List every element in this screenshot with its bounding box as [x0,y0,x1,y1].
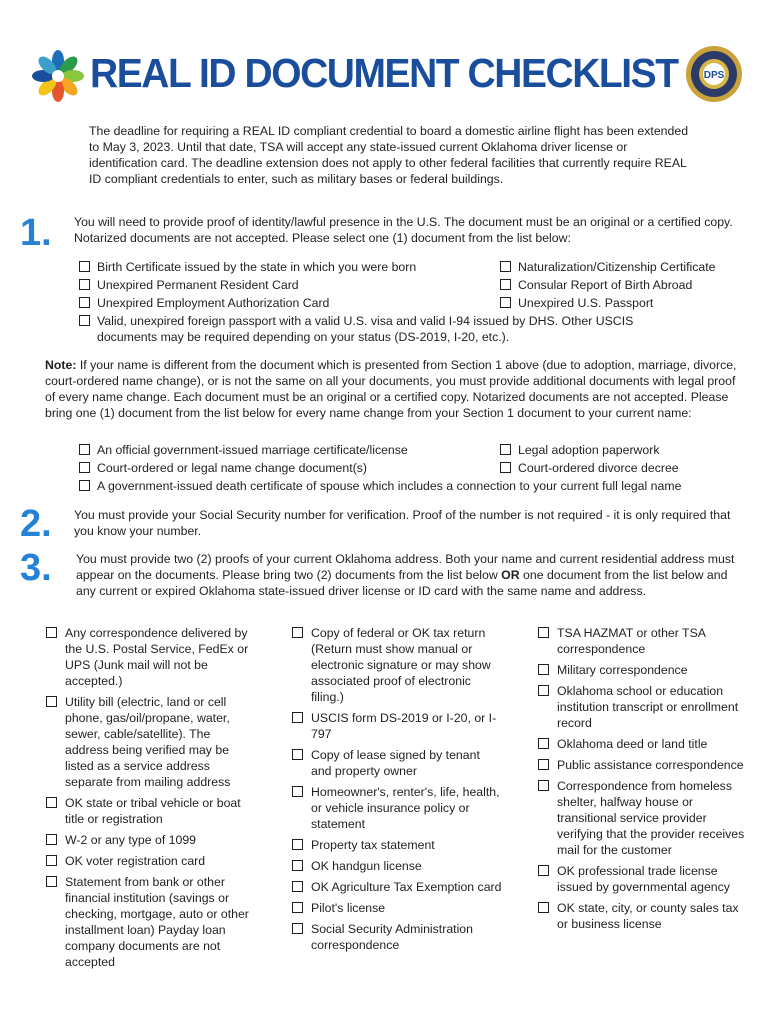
checkbox-deed-land-title[interactable]: Oklahoma deed or land title [538,736,748,752]
checkbox-name-change-document[interactable]: Court-ordered or legal name change document(s) [79,460,499,476]
checkbox-tax-return[interactable]: Copy of federal or OK tax return (Return must show manual or electronic signature or may show associated proof of electronic filing.) [292,625,502,705]
section-3-number: 3. [20,547,52,589]
address-proof-column-1 [46,625,251,975]
checkbox-employment-authorization[interactable]: Unexpired Employment Authorization Card [79,295,499,311]
checkbox-school-transcript[interactable]: Oklahoma school or education institution transcript or enrollment record [538,683,748,731]
section-2-text: You must provide your Social Security number for verification. Proof of the number is not required - it is only required that you know your number. [74,508,731,538]
section-3-text: You must provide two (2) proofs of your current Oklahoma address. Both your name and current residential address must appear on the documents. Please bring two (2) documents from the list below OR one document from the list below and any current or expired Oklahoma state-issued driver license or ID card with the same name and address. [76,552,735,598]
checkbox-sales-tax-license[interactable]: OK state, city, or county sales tax or business license [538,900,748,932]
checkbox-military-correspondence[interactable]: Military correspondence [538,662,748,678]
note-text: If your name is different from the document which is presented from Section 1 above (due to adoption, marriage, divorce, court-ordered name change), or is not the same on all your documents, you must provide additional documents with legal proof of every name change. Each document must be an original or a certified copy. Notarized documents are not accepted. Please bring one (1) document from the list below for every name change from your Section 1 document to your current name: [45,358,737,420]
section-1-text: You will need to provide proof of identity/lawful presence in the U.S. The document must be an original or a certified copy. Notarized documents are not accepted. Please select one (1) document from the list below: [74,215,733,245]
checkbox-birth-certificate[interactable]: Birth Certificate issued by the state in which you were born [79,259,499,275]
checkbox-divorce-decree[interactable]: Court-ordered divorce decree [500,460,750,476]
section-1-number: 1. [20,212,52,254]
oklahoma-star-logo-icon [30,48,86,104]
intro-paragraph: The deadline for requiring a REAL ID compliant credential to board a domestic airline flight has been extended to May 3, 2023. Until that date, TSA will accept any state-issued current Oklahoma driver license or identification card. The deadline extension does not apply to other federal facilities that currently require REAL ID compliant credentials to enter, such as military bases or federal buildings. [89,124,689,186]
checkbox-lease[interactable]: Copy of lease signed by tenant and property owner [292,747,502,779]
checkbox-agriculture-tax-card[interactable]: OK Agriculture Tax Exemption card [292,879,502,895]
checkbox-ssa-correspondence[interactable]: Social Security Administration correspondence [292,921,502,953]
checkbox-consular-report[interactable]: Consular Report of Birth Abroad [500,277,750,293]
checkbox-vehicle-title[interactable]: OK state or tribal vehicle or boat title or registration [46,795,251,827]
checkbox-naturalization-certificate[interactable]: Naturalization/Citizenship Certificate [500,259,750,275]
checkbox-w2-1099[interactable]: W-2 or any type of 1099 [46,832,251,848]
address-proof-column-2 [292,625,502,958]
checkbox-tsa-correspondence[interactable]: TSA HAZMAT or other TSA correspondence [538,625,748,657]
checkbox-postal-correspondence[interactable]: Any correspondence delivered by the U.S. Postal Service, FedEx or UPS (Junk mail will not be accepted.) [46,625,251,689]
checkbox-voter-registration[interactable]: OK voter registration card [46,853,251,869]
checkbox-bank-statement[interactable]: Statement from bank or other financial institution (savings or checking, mortgage, auto or other installment loan) Payday loan company documents are not accepted [46,874,251,970]
checkbox-death-certificate[interactable]: A government-issued death certificate of spouse which includes a connection to your current full legal name [79,478,751,494]
name-change-note [45,357,747,421]
address-proof-column-3 [538,625,748,937]
dps-seal-icon [685,45,743,103]
note-label: Note: [45,358,77,372]
section-3-or: OR [501,568,520,582]
page-title: REAL ID DOCUMENT CHECKLIST [90,50,678,96]
checkbox-us-passport[interactable]: Unexpired U.S. Passport [500,295,750,311]
checkbox-permanent-resident-card[interactable]: Unexpired Permanent Resident Card [79,277,499,293]
checkbox-uscis-form[interactable]: USCIS form DS-2019 or I-20, or I-797 [292,710,502,742]
checkbox-pilots-license[interactable]: Pilot's license [292,900,502,916]
seal-text: DPS [703,70,725,81]
checkbox-handgun-license[interactable]: OK handgun license [292,858,502,874]
checkbox-marriage-certificate[interactable]: An official government-issued marriage certificate/license [79,442,499,458]
checkbox-adoption-paperwork[interactable]: Legal adoption paperwork [500,442,750,458]
checkbox-insurance-policy[interactable]: Homeowner's, renter's, life, health, or vehicle insurance policy or statement [292,784,502,832]
section-2-number: 2. [20,503,52,545]
checkbox-foreign-passport[interactable]: Valid, unexpired foreign passport with a valid U.S. visa and valid I-94 issued by DHS. Other USCIS documents may be required depending on your status (DS-2019, I-20, etc.). [79,313,679,345]
checkbox-trade-license[interactable]: OK professional trade license issued by governmental agency [538,863,748,895]
checkbox-property-tax[interactable]: Property tax statement [292,837,502,853]
checkbox-utility-bill[interactable]: Utility bill (electric, land or cell phone, gas/oil/propane, water, sewer, cable/satellite). The address being verified may be listed as a service address separate from mailing address [46,694,251,790]
checkbox-shelter-correspondence[interactable]: Correspondence from homeless shelter, halfway house or transitional service provider verifying that the provider receives mail for the customer [538,778,748,858]
checkbox-public-assistance[interactable]: Public assistance correspondence [538,757,748,773]
